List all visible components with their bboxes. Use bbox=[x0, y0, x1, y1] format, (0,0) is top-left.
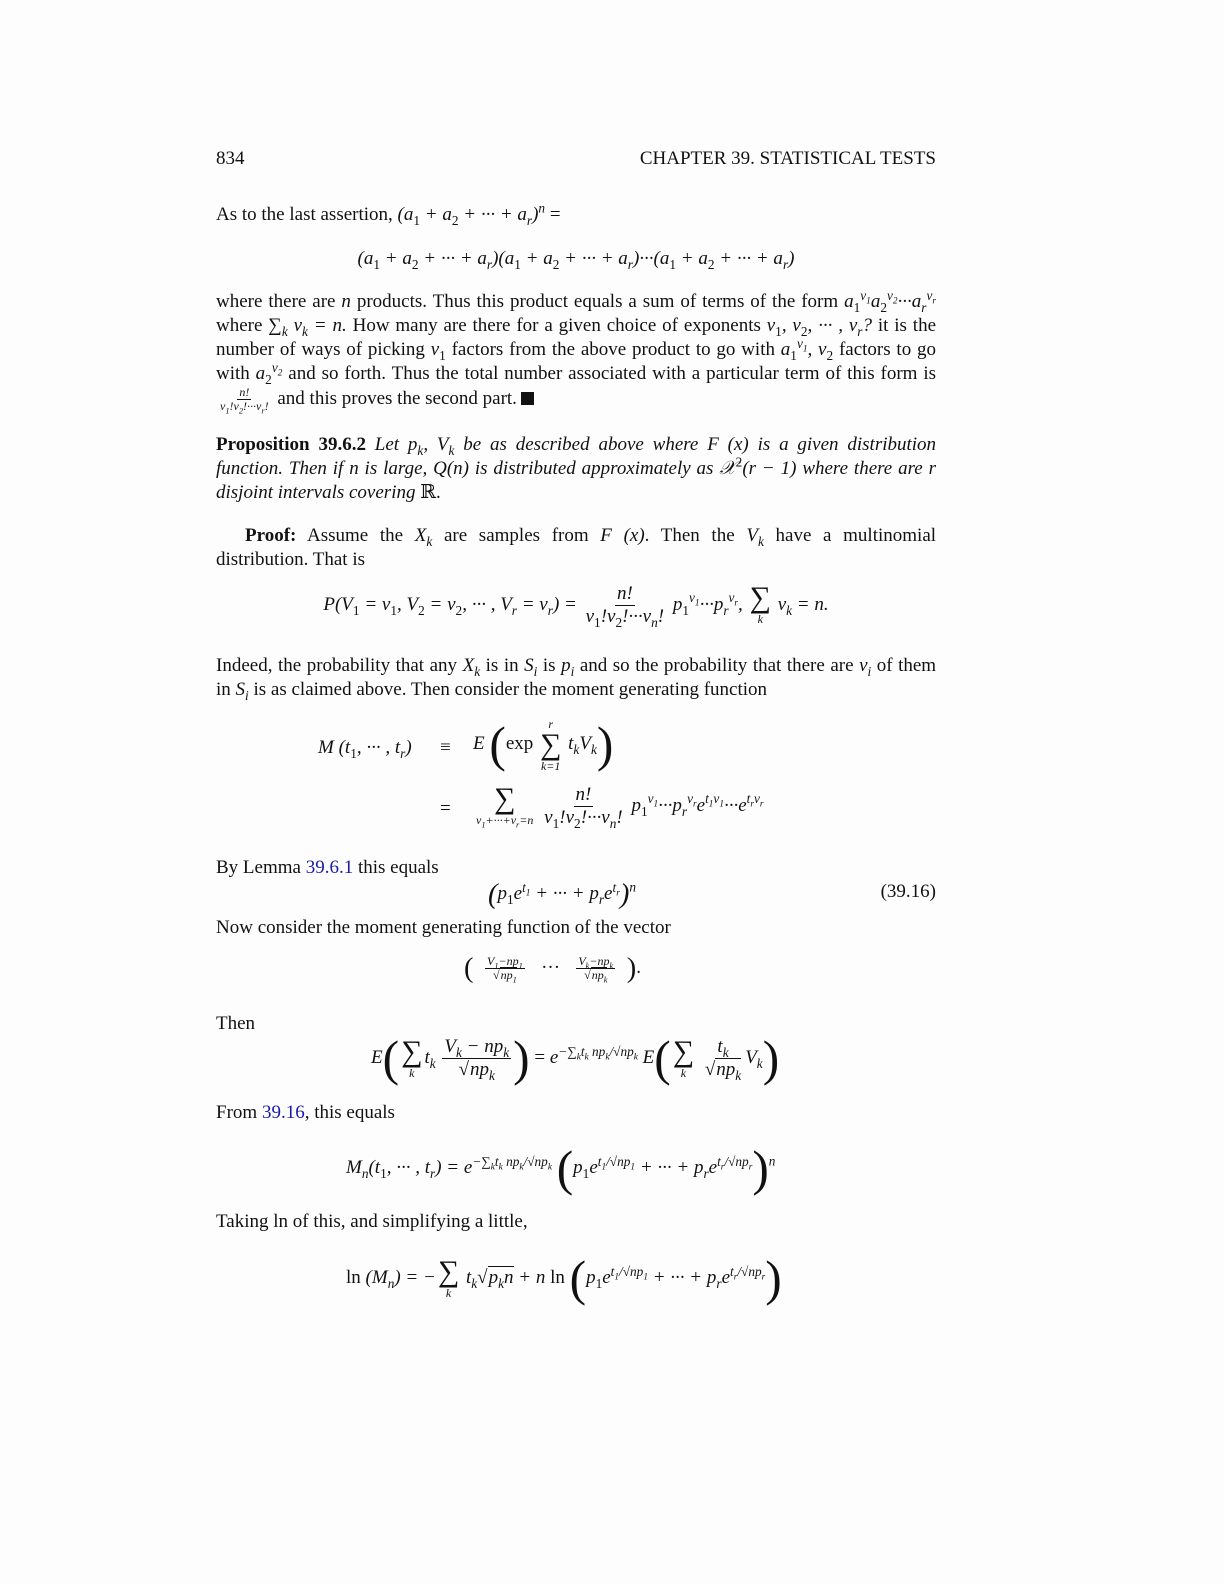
proposition: Proposition 39.6.2 Let $p_k$, $V_k$ be as described above where F (x) is a given distribution function. Then if n is large, Q(n) is distributed approximately as 𝒳$^2$(r − 1) where there are r disjoint intervals covering ℝ. bbox=[216, 434, 937, 503]
page bbox=[216, 0, 936, 1584]
equation-link[interactable]: 39.16 bbox=[261, 1102, 305, 1123]
text: products. Thus this product equals a sum of terms of the form bbox=[356, 291, 839, 312]
text: is a given distribution function. Then if n is large, bbox=[216, 434, 937, 479]
paragraph-last-assertion: As to the last assertion, ($a_1 + a_2$ + ··· + $a_r)^n$ = bbox=[216, 200, 561, 228]
text: is bbox=[542, 655, 556, 676]
text: of them in bbox=[216, 655, 937, 700]
text: factors to go with bbox=[216, 339, 936, 384]
proof-label: Proof: bbox=[245, 525, 297, 546]
text: Indeed, the probability that any bbox=[216, 655, 458, 676]
text: Assume the bbox=[306, 525, 404, 546]
equals-sign: = bbox=[440, 798, 451, 819]
text: where there are bbox=[216, 291, 336, 312]
text: is distributed approximately as bbox=[474, 458, 714, 479]
paragraph-vector: Now consider the moment generating function of the vector bbox=[216, 917, 671, 938]
text: it is the number of ways of picking bbox=[216, 315, 937, 360]
equation-number: (39.16) bbox=[880, 881, 936, 902]
equation-mn: $M_n(t_1$, ··· , $t_r) = e^{-\sum_kt_k np_k/√np_k}$ ($p_1e^{t_1/√np_1}$ + ··· + $p_re^{t_r/√np_r})^n$ bbox=[346, 1141, 776, 1196]
lemma-link[interactable]: 39.6.1 bbox=[305, 857, 354, 878]
equation-expectation: E( ∑ k $t_k$ $\frac{V_k - np_k}{√np_k}$ ) = $e^{-\sum_kt_k np_k/√np_k}$ E( ∑ k $\frac{t_k}{√np_k}$ $V_k$) bbox=[371, 1031, 780, 1086]
paragraph-indeed: Indeed, the probability that any $X_k$ is in $S_i$ is $p_i$ and so the probability that there are $v_i$ of them in $S_i$ is as claimed above. Then consider the moment generating function bbox=[216, 655, 937, 703]
text: Let bbox=[374, 434, 400, 455]
text: are samples from bbox=[443, 525, 589, 546]
proposition-label: Proposition 39.6.2 bbox=[216, 434, 366, 455]
text: and so forth. Thus the total number associated with a particular term of this form is bbox=[288, 363, 937, 384]
text: be as described above where bbox=[463, 434, 699, 455]
paragraph-from bbox=[216, 1101, 936, 1125]
text: From bbox=[216, 1102, 258, 1123]
paragraph-products: where there are n products. Thus this product equals a sum of terms of the form $a_1^{v_1}a_2^{v_2}\cdot\cdot\cdot a_r^{v_r}$ where $\sum_k$ $v_k = n$. How many are there for a given choice of exponents $v_1$, $v_2$, ··· , $v_r$? it is the number of ways of picking $v_1$ factors from the above product to go with $a_1^{v_1}$, $v_2$ factors to go with $a_2^{v_2}$ and so forth. Thus the total number associated with a particular term of this form is $\frac{n!}{v_1!v_2!\cdot\cdot\cdot v_r!}$ and this proves the second part. bbox=[216, 287, 937, 416]
text: and so the probability that there are bbox=[579, 655, 854, 676]
text: is in bbox=[485, 655, 519, 676]
equation-multinomial: $P(V_1 = v_1$, $V_2 = v_2$, ··· , $V_r = v_r$) = $\frac{n!}{v_1!v_2!\cdot\cdot\cdot v_n!}$ $p_1^{v_1}\cdot\cdot\cdot p_r^{v_r}$, ∑ k $v_k = n$. bbox=[323, 581, 829, 630]
text: where bbox=[216, 315, 263, 336]
text: is as claimed above. Then consider the moment generating function bbox=[253, 679, 768, 700]
text: How many are there for a given choice of exponents bbox=[352, 315, 761, 336]
equation-mgf-lhs: M ($t_1$, ··· , $t_r$) bbox=[318, 737, 412, 761]
equation-product: ($a_1 + a_2$ + ··· + $a_r)(a_1 + a_2$ + ··· + $a_r)\cdot\cdot\cdot(a_1 + a_2$ + ··· + $a_r$) bbox=[357, 248, 795, 272]
equation-mgf-rhs: E (exp r ∑ k=1 $t_kV_k$) bbox=[473, 716, 614, 773]
text: where there are r disjoint intervals covering bbox=[216, 458, 937, 503]
proof-paragraph: Proof: Assume the $X_k$ are samples from F (x). Then the $V_k$ have a multinomial distribution. That is bbox=[216, 525, 937, 570]
text: , this equals bbox=[304, 1102, 395, 1123]
text: factors from the above product to go with bbox=[451, 339, 775, 360]
text: have a multinomial distribution. That is bbox=[216, 525, 937, 570]
text: By Lemma bbox=[216, 857, 301, 878]
text: and this proves the second part. bbox=[277, 388, 517, 410]
paragraph-then: Then bbox=[216, 1013, 256, 1034]
text: this equals bbox=[357, 857, 439, 878]
equation-ln-mn: $\ln (M_n)$ = − ∑ k $t_k√p_kn + n$ $\ln (p_1e^{t_1/√np_1}$ + ··· + $p_re^{t_r/√np_r}$) bbox=[346, 1251, 782, 1306]
text: As to the last assertion, bbox=[216, 204, 393, 225]
paragraph-taking-ln: Taking ln of this, and simplifying a little, bbox=[216, 1211, 528, 1232]
paragraph-lemma bbox=[216, 856, 936, 880]
qed-icon bbox=[521, 392, 534, 405]
equation-vector: ( $\frac{V_1-np_1}{√np_1}$ ··· $\frac{V_k-np_k}{√np_k}$ ). bbox=[464, 953, 641, 985]
text: . Then the bbox=[644, 525, 735, 546]
equation-mgf-sum: ∑ $v_1+\cdot\cdot\cdot+v_r=n$ $\frac{n!}{v_1!v_2!\cdot\cdot\cdot v_n!}$ $p_1^{v_1}\cdot\cdot\cdot p_r^{v_r}e^{t_1v_1}\cdot\cdot\cdot e^{t_rv_r}$ bbox=[476, 782, 764, 831]
page-number: 834 bbox=[216, 148, 245, 169]
equiv-sign: ≡ bbox=[440, 737, 451, 758]
equation-39-16: ($p_1e^{t_1}$ + ··· + $p_re^{t_r})^n$ bbox=[488, 879, 636, 910]
chapter-title: CHAPTER 39. STATISTICAL TESTS bbox=[639, 148, 936, 169]
